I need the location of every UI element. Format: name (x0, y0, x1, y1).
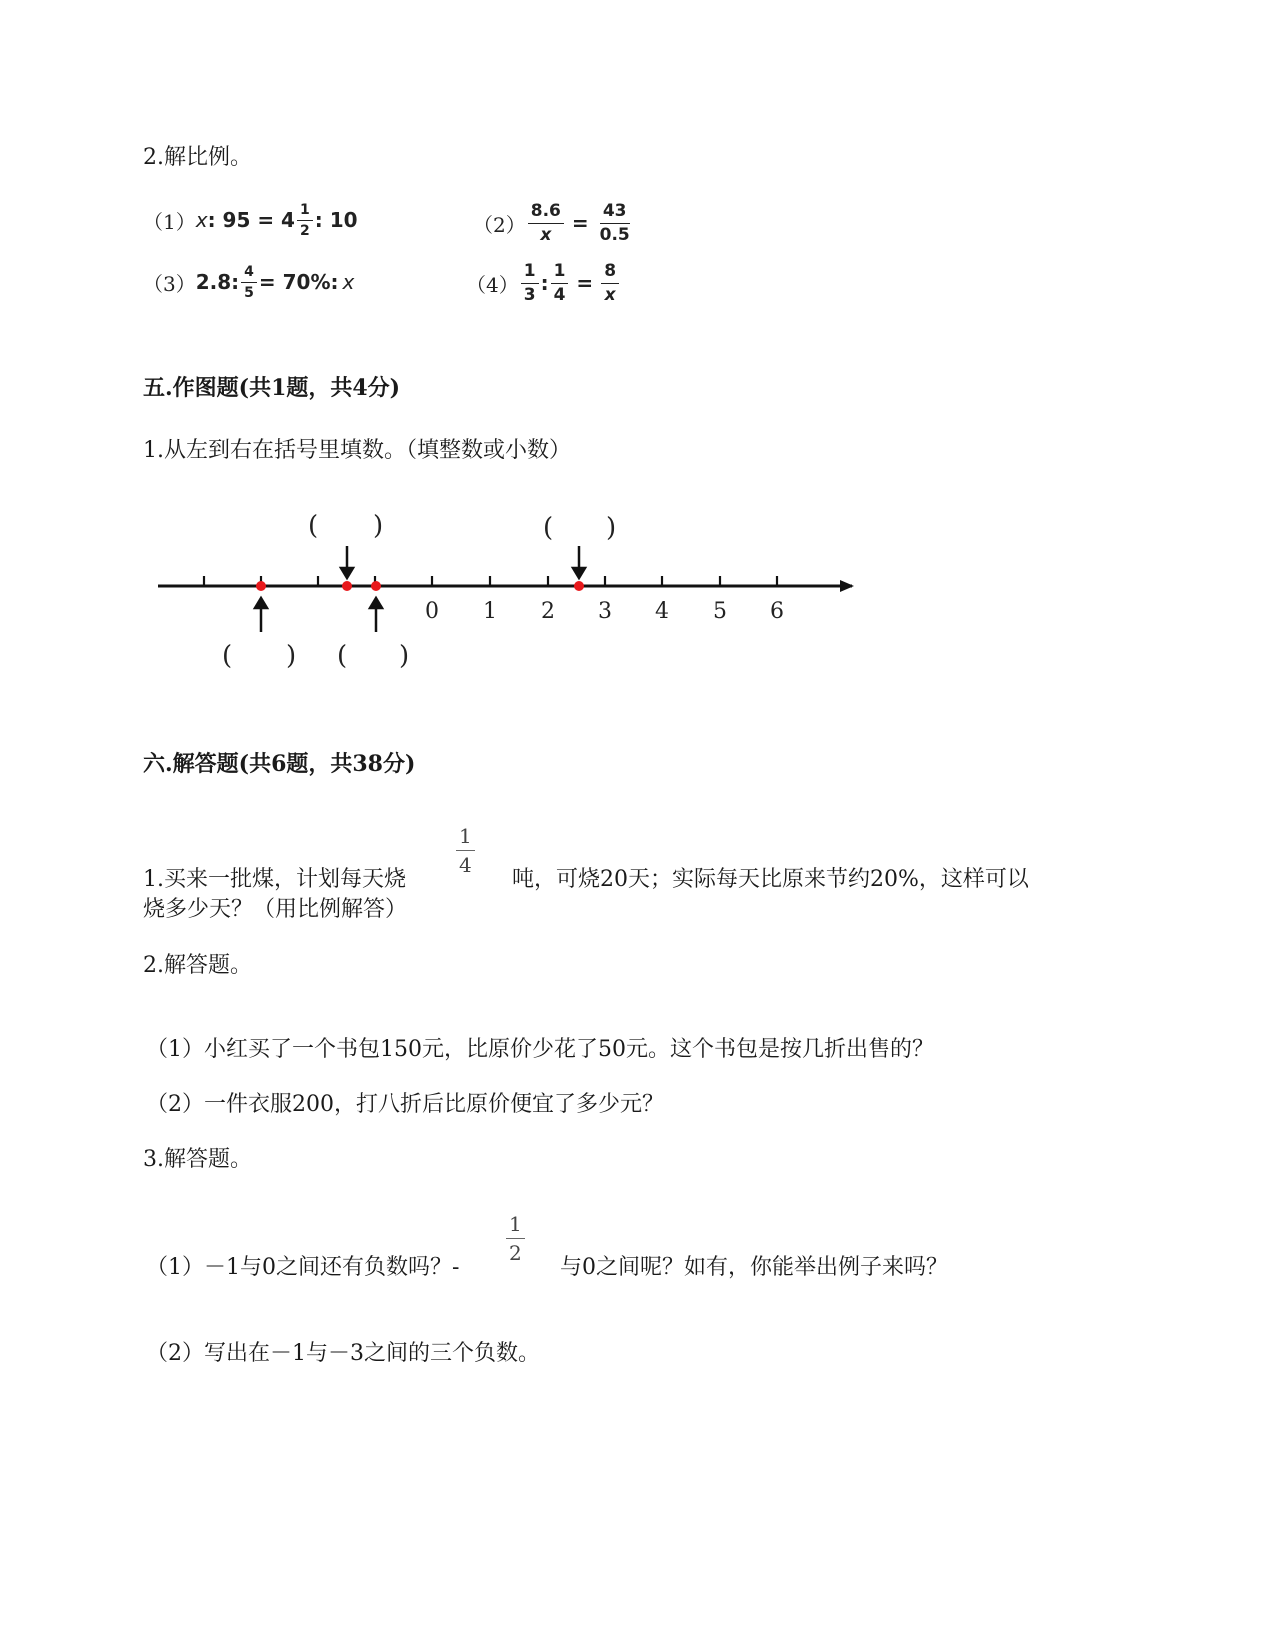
equation-label: （1） (143, 209, 196, 234)
fraction-numerator: 4 (241, 265, 257, 283)
fraction-denominator: 3 (523, 284, 536, 305)
fraction-denominator: 4 (553, 284, 566, 305)
question-text: 1.从左到右在括号里填数。（填整数或小数） (143, 438, 571, 463)
answer-paren-open: ( (337, 641, 348, 671)
section-heading: 五.作图题(共1题，共4分) (143, 375, 401, 401)
answer-paren-close: ) (373, 511, 384, 541)
question-title: 2.解比例。 (143, 145, 252, 170)
equation-4 (466, 258, 621, 308)
fraction-denominator: 5 (244, 284, 254, 301)
fraction (456, 826, 475, 875)
axis-arrow-icon (840, 580, 854, 592)
colon: : (540, 271, 549, 295)
fraction-denominator: 2 (299, 222, 310, 239)
tick-label: 2 (541, 599, 555, 624)
answer-paren-close: ) (399, 641, 410, 671)
question-text: 1.买来一批煤，计划每天烧 (143, 867, 406, 892)
fraction-numerator: 1 (551, 263, 569, 284)
equals-sign: = (571, 211, 589, 235)
equation-label: （2） (473, 212, 526, 237)
marked-point (256, 581, 266, 591)
fraction (528, 200, 564, 245)
equation-2 (473, 198, 635, 248)
tick-label: 5 (713, 599, 727, 624)
section-heading: 六.解答题(共6题，共38分) (143, 751, 416, 777)
equation-label: （3） (143, 271, 196, 296)
equation-label: （4） (466, 272, 519, 297)
tick-label: 1 (483, 599, 497, 624)
answer-paren-close: ) (286, 641, 297, 671)
marked-point (342, 581, 352, 591)
tick-label: 0 (425, 599, 439, 624)
arrow-head-icon (370, 598, 382, 608)
equation-1 (143, 198, 358, 242)
fraction-denominator: x (604, 284, 616, 305)
fraction-numerator: 8.6 (528, 203, 564, 224)
tick-label: 6 (770, 599, 784, 624)
fraction-denominator: x (540, 224, 552, 245)
fraction-denominator: 4 (459, 853, 472, 877)
fraction (241, 265, 257, 300)
answer-paren-close: ) (606, 513, 617, 543)
fraction (551, 260, 569, 305)
equation-text: : 95 = 4 (207, 208, 295, 232)
question-text: （1）－1与0之间还有负数吗？- (146, 1255, 460, 1280)
question-text: 与0之间呢？如有，你能举出例子来吗？ (560, 1255, 948, 1280)
fraction-denominator: 2 (509, 1241, 522, 1265)
equation-text: : 10 (314, 208, 358, 232)
answer-paren-open: ( (222, 641, 233, 671)
question-text: 吨，可烧20天；实际每天比原来节约20%，这样可以 (512, 867, 1029, 892)
tick-label: 4 (655, 599, 669, 624)
question-title: 3.解答题。 (143, 1147, 252, 1172)
tick-label: 3 (598, 599, 612, 624)
fraction (601, 260, 619, 305)
arrow-head-icon (255, 598, 267, 608)
answer-paren-open: ( (543, 513, 554, 543)
fraction (521, 260, 539, 305)
fraction-numerator: 1 (506, 1214, 525, 1239)
question-text: 烧多少天？（用比例解答） (143, 897, 408, 922)
fraction-numerator: 1 (456, 826, 475, 851)
fraction-numerator: 8 (601, 263, 619, 284)
fraction (506, 1214, 525, 1263)
arrow-head-icon (341, 568, 353, 578)
question-text: （2）写出在－1与－3之间的三个负数。 (146, 1341, 540, 1366)
fraction (597, 200, 633, 245)
marked-point (371, 581, 381, 591)
fraction (297, 203, 313, 238)
question-text: （2）一件衣服200，打八折后比原价便宜了多少元？ (146, 1092, 664, 1117)
fraction-numerator: 43 (600, 203, 630, 224)
question-title: 2.解答题。 (143, 953, 252, 978)
arrow-head-icon (573, 568, 585, 578)
fraction-numerator: 1 (521, 263, 539, 284)
equation-variable: x (342, 270, 355, 294)
marked-point (574, 581, 584, 591)
fraction-numerator: 1 (297, 203, 313, 221)
question-text: （1）小红买了一个书包150元，比原价少花了50元。这个书包是按几折出售的？ (146, 1037, 934, 1062)
equation-3 (143, 260, 354, 304)
equation-text: 2.8: (195, 270, 240, 294)
answer-paren-open: ( (308, 511, 319, 541)
number-line-figure (140, 500, 880, 690)
equals-sign: = (576, 271, 594, 295)
fraction-denominator: 0.5 (599, 224, 630, 245)
equation-text: = 70%: (258, 270, 339, 294)
equation-variable: x (195, 208, 208, 232)
